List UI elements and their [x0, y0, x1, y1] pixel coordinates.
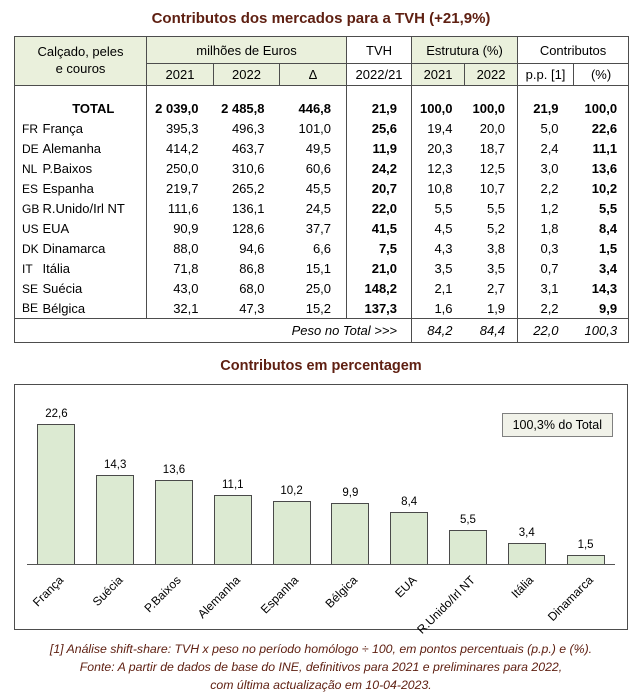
cell-e2022: 2,7: [486, 281, 506, 296]
bar: [390, 512, 428, 564]
bar-value-label: 1,5: [577, 539, 594, 551]
cell-pp: 1,2: [518, 199, 574, 219]
cell-y2022: 463,7: [231, 141, 265, 156]
cell-delta: 45,5: [305, 181, 332, 196]
cell-delta: 15,1: [305, 261, 332, 276]
cell-pp: 0,3: [518, 239, 574, 259]
cell-y2022: 94,6: [239, 241, 265, 256]
cell-e2021: 4,5: [412, 219, 465, 239]
bar: [331, 503, 369, 564]
header-product-line2: e couros: [55, 61, 106, 76]
footnote-source: Fonte: A partir de dados de base do INE, definitivos para 2021 e preliminares para 2022,: [79, 659, 563, 674]
table-row: [15, 259, 629, 279]
footnotes: [14, 641, 628, 694]
bar: [449, 530, 487, 564]
bar: [508, 543, 546, 564]
table-row: [15, 139, 629, 159]
bar-slot: [194, 409, 262, 622]
bar-value-label: 5,5: [459, 514, 476, 526]
report-title: Contributos dos mercados para a TVH (+21,9%): [151, 10, 491, 27]
bar-value-label: 3,4: [518, 527, 535, 539]
cell-y2022: 496,3: [231, 121, 265, 136]
header-product: [15, 37, 147, 86]
bar-category-label: Alemanha: [194, 573, 243, 622]
bar-value-label: 22,6: [45, 408, 68, 420]
cell-y2022: 86,8: [239, 261, 265, 276]
cell-y2021: 71,8: [147, 259, 214, 279]
peso-total-label: Peso no Total >>>: [15, 319, 412, 343]
bar: [273, 501, 311, 564]
cell-y2021: 2 039,0: [147, 86, 214, 119]
cell-y2021: 111,6: [147, 199, 214, 219]
cell-delta: 15,2: [305, 300, 332, 316]
cell-delta: 101,0: [298, 121, 332, 136]
chart-legend-box: 100,3% do Total: [502, 413, 613, 437]
cell-delta: 60,6: [305, 161, 332, 176]
cell-tvh: 20,7: [347, 179, 412, 199]
cell-name: Bélgica: [42, 300, 86, 316]
cell-y2021: 43,0: [147, 279, 214, 299]
cell-e2021: 100,0: [412, 86, 465, 119]
cell-tvh: 22,0: [347, 199, 412, 219]
bar: [567, 555, 605, 564]
cell-delta: 37,7: [305, 221, 332, 236]
cell-pp: 1,8: [518, 219, 574, 239]
table-header: [15, 37, 629, 86]
cell-e2022: 5,2: [486, 221, 506, 236]
table-row: [15, 219, 629, 239]
cell-delta: 49,5: [305, 141, 332, 156]
cell-code: [15, 86, 41, 119]
cell-y2021: 395,3: [147, 119, 214, 139]
cell-y2022: 265,2: [231, 181, 265, 196]
cell-name: Itália: [42, 261, 70, 276]
cell-e2021: 20,3: [412, 139, 465, 159]
cell-y2021: 88,0: [147, 239, 214, 259]
cell-e2021: 5,5: [412, 199, 465, 219]
cell-e2021: 1,6: [412, 299, 465, 319]
cell-y2022: 310,6: [231, 161, 265, 176]
cell-y2022: 136,1: [231, 201, 265, 216]
table-row-total: [15, 86, 629, 119]
cell-code: NL: [22, 161, 38, 176]
cell-pct: 10,2: [591, 181, 618, 196]
bar: [214, 495, 252, 564]
bar-chart: [14, 384, 628, 637]
bar-slot: [414, 409, 498, 637]
cell-pp: 3,1: [518, 279, 574, 299]
cell-code: FR: [22, 121, 38, 136]
cell-e2022: 3,5: [486, 261, 506, 276]
cell-pct: 13,6: [591, 161, 618, 176]
header-group-tvh: TVH: [347, 37, 412, 64]
cell-e2022: 12,5: [479, 161, 506, 176]
header-sub-pp: p.p. [1]: [518, 64, 574, 86]
bar-category-label: R.Unido/Irl NT: [414, 573, 478, 637]
cell-delta: 25,0: [305, 281, 332, 296]
cell-pp: 21,9: [518, 86, 574, 119]
cell-name: Suécia: [42, 281, 83, 296]
bar: [155, 480, 193, 564]
cell-y2022: 128,6: [231, 221, 265, 236]
cell-pct: 11,1: [592, 141, 618, 156]
table-row: [15, 199, 629, 219]
bar-slot: [321, 409, 380, 611]
cell-e2021: 10,8: [412, 179, 465, 199]
cell-e2021: 3,5: [412, 259, 465, 279]
bar-category-label: Suécia: [89, 573, 126, 609]
cell-tvh: 41,5: [347, 219, 412, 239]
cell-name: TOTAL: [72, 100, 115, 116]
cell-y2021: 414,2: [147, 139, 214, 159]
cell-tvh: 21,9: [347, 86, 412, 119]
cell-e2021: 4,3: [412, 239, 465, 259]
table-row: [15, 279, 629, 299]
cell-e2022: 1,9: [486, 300, 506, 316]
cell-e2022: 20,0: [479, 121, 506, 136]
bar-value-label: 8,4: [401, 496, 418, 508]
cell-tvh: 137,3: [347, 299, 412, 319]
cell-pct: 100,0: [584, 100, 618, 116]
bar-value-label: 13,6: [162, 464, 186, 476]
cell-pct: 8,4: [598, 221, 618, 236]
bar-category-label: França: [29, 573, 67, 610]
peso-total-row: [15, 319, 629, 343]
header-sub-tvh-ratio: 2022/21: [347, 64, 412, 86]
table-row: [15, 239, 629, 259]
header-group-estrutura: Estrutura (%): [412, 37, 518, 64]
cell-name: P.Baixos: [42, 161, 93, 176]
cell-y2022: 47,3: [239, 300, 265, 316]
cell-pct: 9,9: [598, 300, 618, 316]
peso-e2022: 84,4: [465, 319, 518, 343]
bar-category-label: Dinamarca: [544, 573, 596, 624]
cell-e2021: 12,3: [412, 159, 465, 179]
cell-e2022: 3,8: [486, 241, 506, 256]
table-footer: [15, 319, 629, 343]
cell-y2022: 2 485,8: [221, 100, 265, 116]
bar-category-label: EUA: [391, 573, 420, 601]
cell-e2021: 2,1: [412, 279, 465, 299]
cell-pp: 2,4: [518, 139, 574, 159]
cell-pp: 0,7: [518, 259, 574, 279]
cell-e2021: 19,4: [412, 119, 465, 139]
cell-tvh: 148,2: [347, 279, 412, 299]
cell-code: BE: [22, 301, 39, 316]
cell-tvh: 7,5: [347, 239, 412, 259]
footnote-update: com última actualização em 10-04-2023.: [210, 677, 432, 692]
cell-pct: 14,3: [591, 281, 618, 296]
peso-e2021: 84,2: [412, 319, 465, 343]
chart-title: Contributos em percentagem: [220, 358, 422, 374]
header-sub-delta: Δ: [280, 64, 347, 86]
cell-pp: 5,0: [518, 119, 574, 139]
bar-slot: [380, 409, 439, 601]
cell-code: IT: [22, 261, 33, 276]
cell-tvh: 21,0: [347, 259, 412, 279]
cell-name: Espanha: [42, 181, 94, 196]
bar-slot: [141, 409, 204, 616]
table-row: [15, 119, 629, 139]
cell-code: DK: [22, 241, 39, 256]
header-sub-2022: 2022: [214, 64, 280, 86]
cell-e2022: 10,7: [479, 181, 506, 196]
cell-name: Alemanha: [42, 141, 102, 156]
cell-delta: 24,5: [305, 201, 332, 216]
bar-value-label: 14,3: [104, 459, 127, 471]
header-sub-pct: (%): [574, 64, 629, 86]
cell-e2022: 5,5: [486, 201, 506, 216]
bar: [96, 475, 134, 564]
cell-name: Dinamarca: [42, 241, 106, 256]
bar-slot: [258, 409, 321, 617]
header-group-millions: milhões de Euros: [147, 37, 347, 64]
bar-category-label: P.Baixos: [141, 573, 184, 616]
cell-code: DE: [22, 141, 39, 156]
bar-category-label: Bélgica: [322, 573, 361, 611]
bar-value-label: 10,2: [280, 485, 303, 497]
cell-name: França: [42, 121, 83, 136]
header-product-line1: Calçado, peles: [37, 44, 124, 60]
cell-pp: 3,0: [518, 159, 574, 179]
bar-value-label: 9,9: [342, 487, 359, 499]
cell-code: GB: [22, 201, 40, 216]
header-sub-2021: 2021: [147, 64, 214, 86]
contributions-table: [14, 36, 629, 343]
cell-delta: 446,8: [298, 100, 332, 116]
bar-slot: [27, 408, 86, 610]
cell-delta: 6,6: [312, 241, 332, 256]
cell-tvh: 11,9: [347, 139, 412, 159]
bar-value-label: 11,1: [222, 479, 244, 491]
cell-code: ES: [22, 181, 39, 196]
cell-pct: 3,4: [598, 261, 618, 276]
cell-e2022: 18,7: [479, 141, 506, 156]
table-row: [15, 299, 629, 319]
peso-pp: 22,0: [518, 319, 574, 343]
header-group-contributos: Contributos: [518, 37, 629, 64]
header-row-groups: [15, 37, 629, 64]
cell-tvh: 24,2: [347, 159, 412, 179]
cell-y2021: 219,7: [147, 179, 214, 199]
cell-pp: 2,2: [518, 179, 574, 199]
cell-pp: 2,2: [518, 299, 574, 319]
cell-name: R.Unido/Irl NT: [42, 201, 125, 216]
peso-pct: 100,3: [574, 319, 629, 343]
bar-slot: [86, 409, 145, 609]
table-row: [15, 159, 629, 179]
cell-code: SE: [22, 281, 39, 296]
cell-y2021: 250,0: [147, 159, 214, 179]
cell-e2022: 100,0: [472, 100, 506, 116]
cell-y2021: 32,1: [147, 299, 214, 319]
footnote-shift-share: [1] Análise shift-share: TVH x peso no período homólogo ÷ 100, em pontos percentuais (p.p.) e (%).: [49, 642, 593, 656]
table-body: [15, 86, 629, 319]
bar: [37, 424, 75, 564]
cell-pct: 1,5: [598, 241, 618, 256]
cell-name: EUA: [42, 221, 70, 236]
header-sub-e2022: 2022: [465, 64, 518, 86]
header-sub-e2021: 2021: [412, 64, 465, 86]
cell-pct: 22,6: [591, 121, 618, 136]
cell-y2021: 90,9: [147, 219, 214, 239]
bar-category-label: Espanha: [258, 573, 302, 617]
cell-pct: 5,5: [598, 201, 618, 216]
cell-tvh: 25,6: [347, 119, 412, 139]
table-row: [15, 179, 629, 199]
bar-category-label: Itália: [508, 573, 537, 601]
cell-y2022: 68,0: [239, 281, 265, 296]
cell-code: US: [22, 221, 39, 236]
